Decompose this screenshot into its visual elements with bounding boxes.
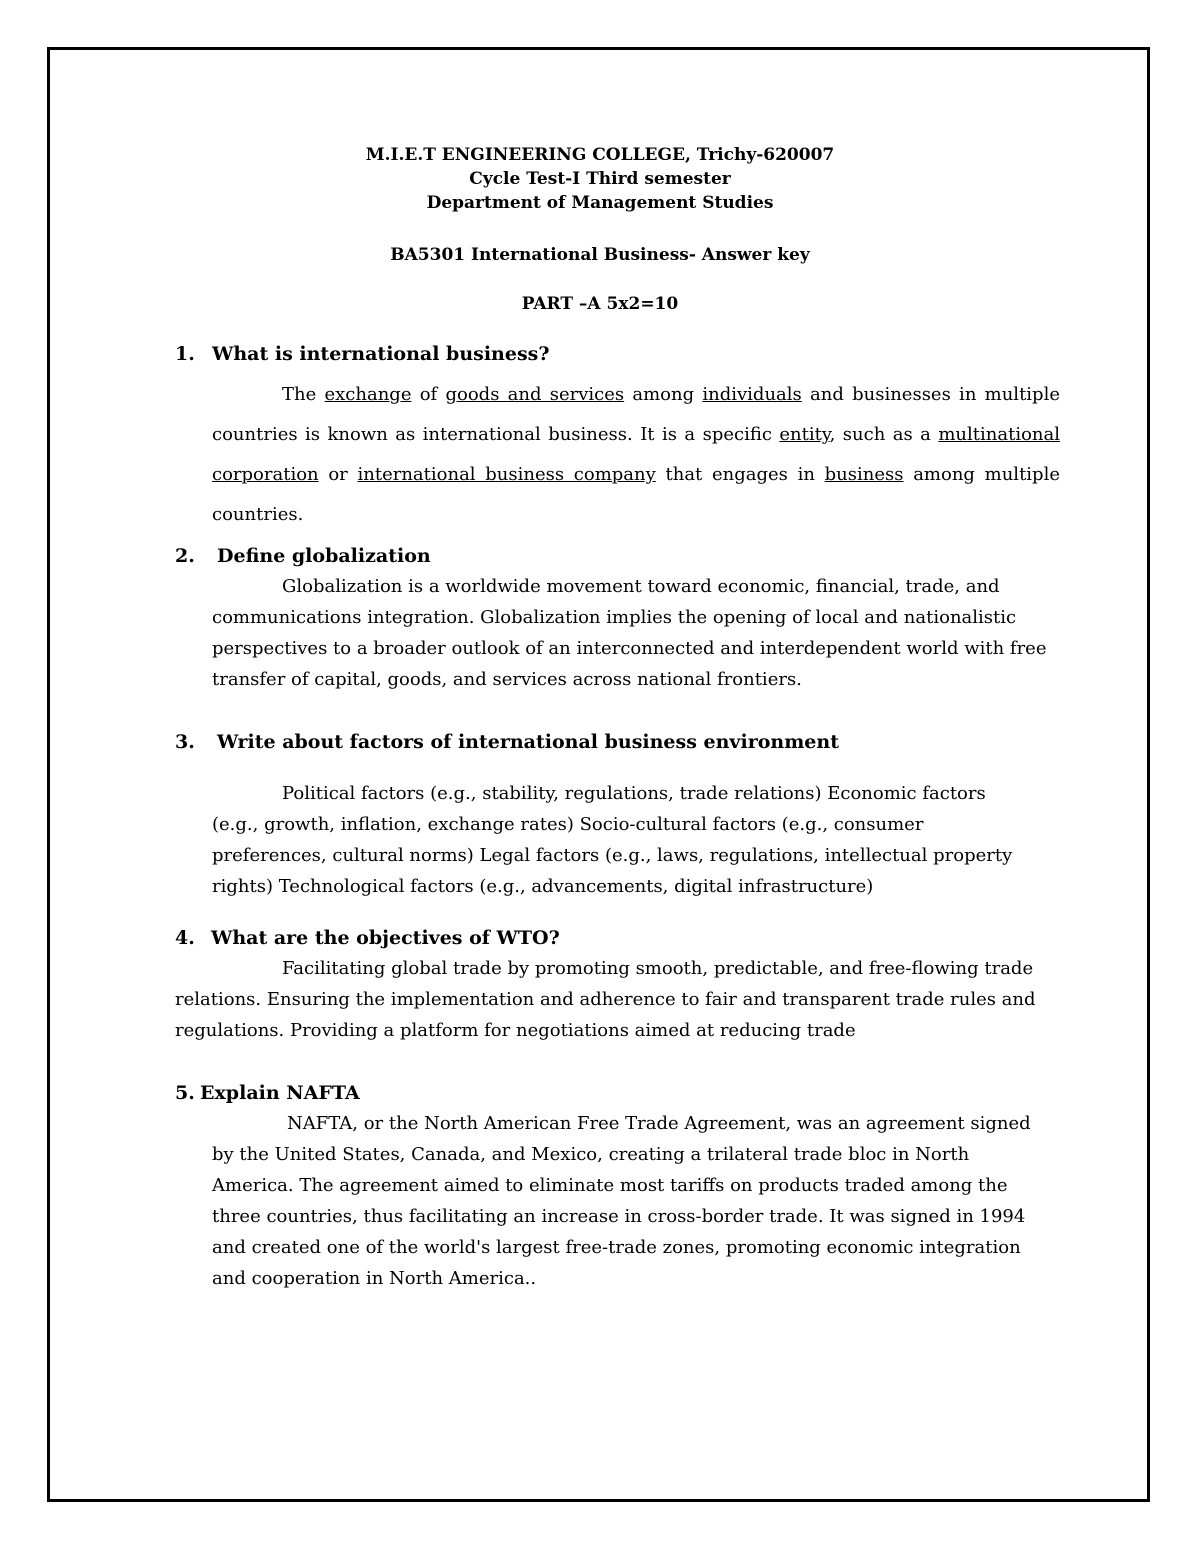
answer-5: [212, 1108, 1062, 1294]
answer-2-line-4: transfer of capital, goods, and services across national frontiers.: [212, 669, 802, 690]
answer-3-line-4: rights) Technological factors (e.g., advancements, digital infrastructure): [212, 876, 874, 897]
course-title: BA5301 International Business- Answer key: [390, 245, 810, 265]
answer-2-line-3: perspectives to a broader outlook of an interconnected and interdependent world with free: [212, 638, 1047, 659]
question-3-number: 3.: [175, 731, 195, 753]
link-entity[interactable]: entity: [779, 424, 830, 445]
answer-1: [212, 379, 1060, 530]
question-2-text: Define globalization: [217, 545, 431, 567]
link-exchange[interactable]: exchange: [324, 384, 412, 405]
question-5-number: 5.: [175, 1082, 195, 1104]
question-3-text: Write about factors of international business environment: [217, 731, 839, 753]
answer-1-line-1: The exchange of goods and services among individuals and businesses in multiple: [282, 384, 1060, 405]
answer-5-line-6: and cooperation in North America..: [212, 1268, 537, 1289]
link-goods-and-services[interactable]: goods and services: [445, 384, 625, 405]
answer-4-line-2: relations. Ensuring the implementation and adherence to fair and transparent trade rules and: [175, 989, 1036, 1010]
answer-4: [175, 953, 1065, 1046]
question-1-text: What is international business?: [212, 343, 550, 365]
link-multinational[interactable]: multinational: [938, 424, 1060, 445]
question-4: [175, 926, 560, 950]
question-2: [175, 544, 431, 568]
answer-2-line-2: communications integration. Globalization implies the opening of local and nationalistic: [212, 607, 1017, 628]
answer-5-line-1: NAFTA, or the North American Free Trade Agreement, was an agreement signed: [287, 1113, 1031, 1134]
question-5-text: Explain NAFTA: [200, 1082, 360, 1104]
link-corporation[interactable]: corporation: [212, 464, 319, 485]
answer-3-line-3: preferences, cultural norms) Legal factors (e.g., laws, regulations, intellectual property: [212, 845, 1013, 866]
answer-3-line-1: Political factors (e.g., stability, regulations, trade relations) Economic factors: [282, 783, 986, 804]
answer-5-line-4: three countries, thus facilitating an increase in cross-border trade. It was signed in 1994: [212, 1206, 1026, 1227]
answer-5-line-3: America. The agreement aimed to eliminate most tariffs on products traded among the: [212, 1175, 1008, 1196]
answer-5-line-2: by the United States, Canada, and Mexico, creating a trilateral trade bloc in North: [212, 1144, 970, 1165]
question-3: [175, 730, 839, 754]
question-1: [175, 342, 549, 366]
answer-3: [212, 778, 1062, 902]
question-5: [175, 1081, 360, 1105]
department-title: Department of Management Studies: [426, 193, 774, 213]
answer-1-line-3: corporation or international business company that engages in business among multiple: [212, 464, 1060, 485]
answer-2: [212, 571, 1062, 695]
question-4-number: 4.: [175, 927, 195, 949]
question-2-number: 2.: [175, 545, 195, 567]
part-title: PART –A 5x2=10: [521, 294, 679, 314]
test-title: Cycle Test-I Third semester: [469, 169, 731, 189]
question-4-text: What are the objectives of WTO?: [211, 927, 560, 949]
answer-1-line-2: countries is known as international business. It is a specific entity, such as a multinational: [212, 424, 1060, 445]
link-business[interactable]: business: [824, 464, 904, 485]
link-international-business-company[interactable]: international business company: [357, 464, 656, 485]
answer-1-line-4: countries.: [212, 504, 304, 525]
link-individuals[interactable]: individuals: [702, 384, 802, 405]
answer-2-line-1: Globalization is a worldwide movement toward economic, financial, trade, and: [282, 576, 1000, 597]
answer-5-line-5: and created one of the world's largest free-trade zones, promoting economic integration: [212, 1237, 1021, 1258]
college-title: M.I.E.T ENGINEERING COLLEGE, Trichy-620007: [365, 145, 835, 165]
answer-4-line-1: Facilitating global trade by promoting smooth, predictable, and free-flowing trade: [282, 958, 1034, 979]
question-1-number: 1.: [175, 343, 195, 365]
answer-4-line-3: regulations. Providing a platform for negotiations aimed at reducing trade: [175, 1020, 856, 1041]
answer-3-line-2: (e.g., growth, inflation, exchange rates) Socio-cultural factors (e.g., consumer: [212, 814, 924, 835]
